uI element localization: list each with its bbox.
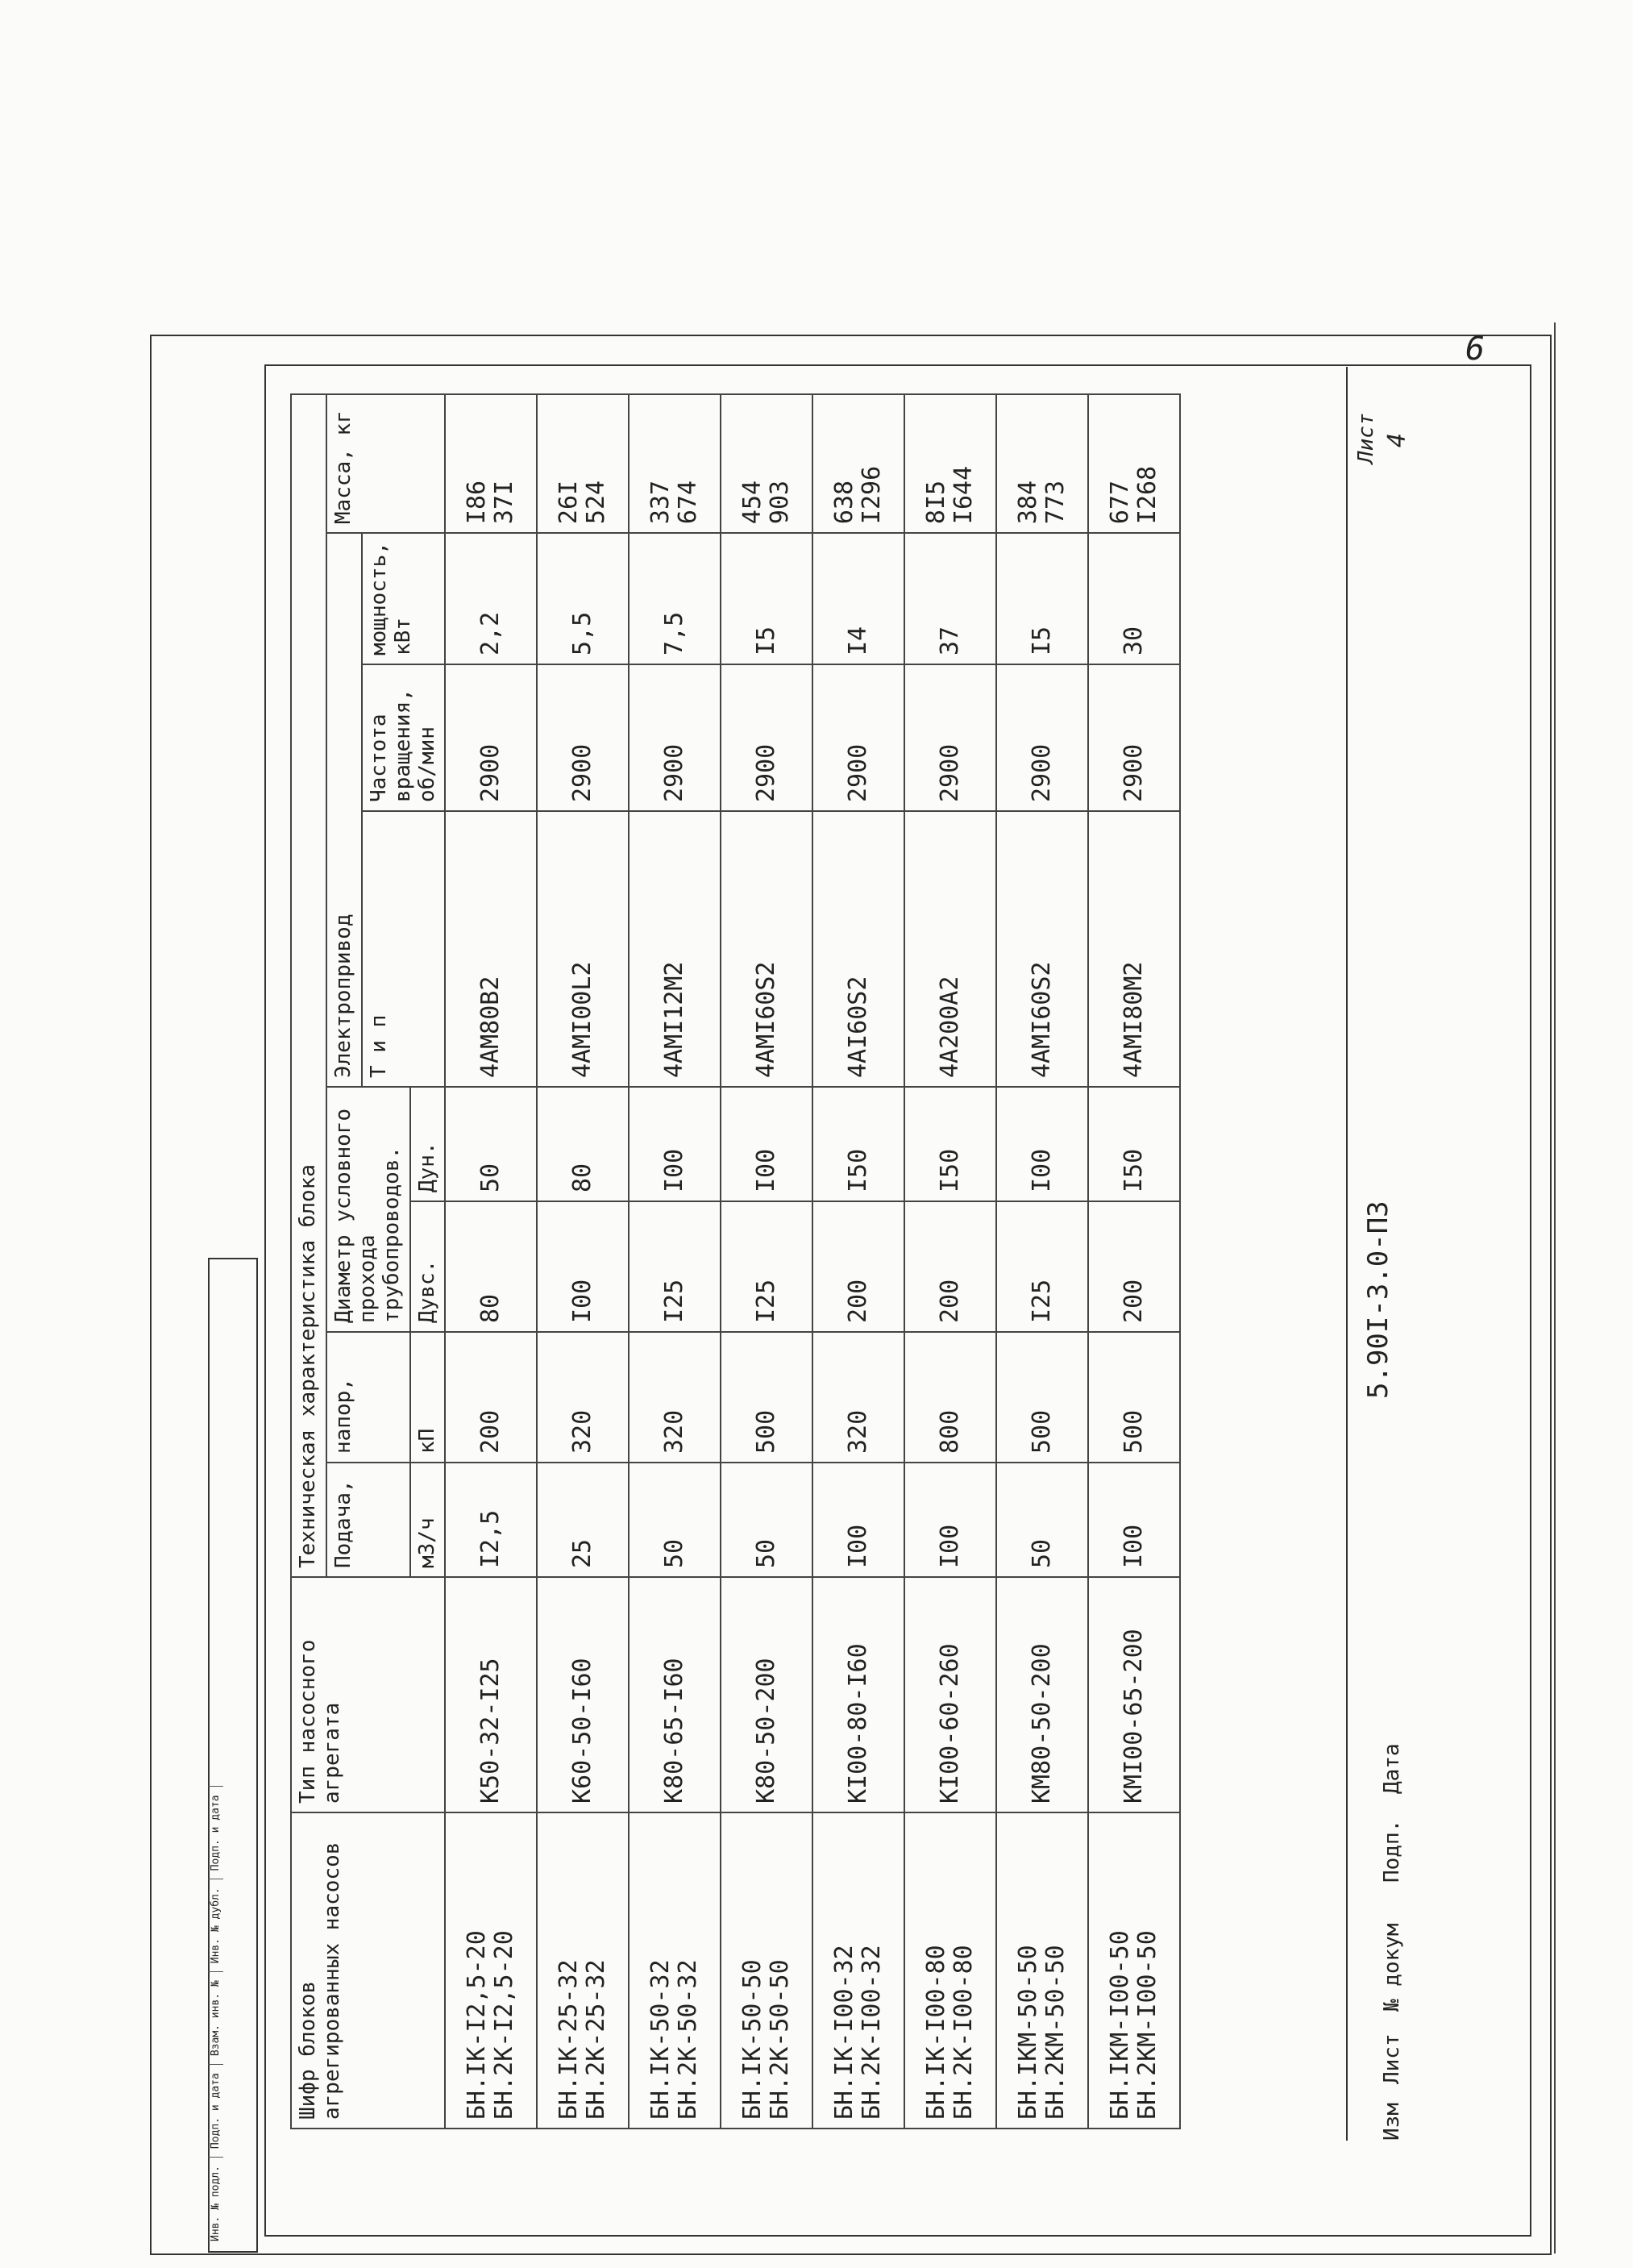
cell-shifr-value: БН.2К-50-32 [674,1959,703,2120]
cell-shifr [537,1812,629,2129]
cell-electro-type [1088,811,1180,1087]
header-title: Техническая характеристика блока [291,394,326,1577]
cell-tip-value: КМ80-50-200 [1028,1643,1057,1804]
cell-napor [1088,1332,1180,1463]
header-podacha: Подача, [326,1463,410,1577]
cell-power-value: I5 [1028,626,1057,655]
cell-napor-value: 200 [476,1409,505,1454]
cell-tip [445,1577,537,1812]
cell-electro-type [629,811,721,1087]
cell-duvs [996,1201,1088,1332]
cell-shifr-value: БН.IК-50-50 [738,1959,767,2120]
cell-tip [812,1577,904,1812]
cell-shifr-value: БН.2КМ-50-50 [1041,1945,1070,2120]
spec-table [290,393,1181,2129]
cell-duvs [537,1201,629,1332]
cell-mass [721,394,812,533]
cell-duvs-value: I25 [1028,1279,1057,1323]
cell-electro-type-value: 4АМI00L2 [568,961,597,1078]
cell-duvn [904,1087,996,1201]
cell-napor-value: 500 [1028,1409,1057,1454]
cell-shifr-value: БН.2К-I2,5-20 [490,1930,519,2120]
cell-shifr-value: БН.IК-I00-32 [829,1945,858,2120]
tb-izm: Изм [1380,2103,1404,2141]
table-row [996,394,1088,2129]
page-edge-line [1554,323,1556,2253]
cell-tip-value: К80-65-I60 [660,1658,689,1804]
cell-podacha-value: 50 [660,1538,689,1568]
cell-rpm-value: 2900 [1120,743,1149,802]
cell-rpm-value: 2900 [1028,743,1057,802]
cell-rpm-value: 2900 [568,743,597,802]
cell-podacha [996,1463,1088,1577]
stamp-inv-podl: Инв. № подл. [208,2157,223,2249]
cell-duvn-value: I50 [1120,1148,1149,1192]
cell-tip-value: К80-50-200 [752,1658,781,1804]
cell-shifr-value: БН.2К-I00-32 [858,1945,887,2120]
cell-mass-value: 8I5 [921,480,950,525]
cell-rpm [812,664,904,811]
cell-power-value: I5 [752,626,781,655]
cell-napor [996,1332,1088,1463]
cell-napor [629,1332,721,1463]
header-massa: Масса, кг [326,394,446,533]
cell-electro-type [996,811,1088,1087]
cell-tip [996,1577,1088,1812]
cell-mass-value: 903 [766,480,795,525]
cell-mass [812,394,904,533]
cell-rpm-value: 2900 [476,743,505,802]
cell-mass-value: 773 [1041,480,1070,525]
cell-napor-value: 500 [752,1409,781,1454]
cell-podacha-value: 50 [1028,1538,1057,1568]
cell-power [721,533,812,664]
cell-shifr-value: БН.IК-50-32 [646,1959,675,2120]
cell-power [1088,533,1180,664]
cell-duvs-value: 80 [476,1293,505,1323]
cell-mass-value: I644 [949,465,979,525]
cell-shifr [904,1812,996,2129]
cell-tip [721,1577,812,1812]
cell-napor-value: 500 [1120,1409,1149,1454]
cell-tip-value: КI00-60-260 [936,1643,965,1804]
cell-shifr [721,1812,812,2129]
stamp-podp-data-2: Подп. и дата [208,1786,223,1879]
cell-tip-value: К50-32-I25 [476,1658,505,1804]
cell-duvs-value: I00 [568,1279,597,1323]
cell-rpm-value: 2900 [752,743,781,802]
header-napor-unit: кП [410,1332,446,1463]
sheet-number: 4 [1383,432,1411,447]
header-moshnost: мощность, кВт [362,533,446,664]
cell-duvs [812,1201,904,1332]
cell-duvs-value: 200 [1120,1279,1149,1323]
header-chastota: Частота вращения, об/мин [362,664,446,811]
tb-podp: Подп. [1380,1819,1404,1883]
cell-podacha [629,1463,721,1577]
cell-podacha [812,1463,904,1577]
cell-duvs [1088,1201,1180,1332]
cell-duvn-value: 50 [476,1163,505,1192]
cell-duvn-value: I00 [1028,1148,1057,1192]
sheet-corner-number: 6 [1465,331,1485,368]
header-diametr: Диаметр условного прохода трубопроводов. [326,1087,410,1332]
cell-electro-type [904,811,996,1087]
table-row [1088,394,1180,2129]
header-shifr: Шифр блоков агрегированных насосов [291,1812,445,2129]
cell-shifr-value: БН.2К-I00-80 [949,1945,979,2120]
tb-data: Дата [1380,1743,1404,1794]
table-row [904,394,996,2129]
cell-podacha-value: I00 [1120,1524,1149,1568]
cell-duvs-value: 200 [844,1279,873,1323]
cell-electro-type [721,811,812,1087]
cell-mass-value: I268 [1133,465,1162,525]
cell-mass [996,394,1088,533]
tb-list: Лист [1380,2033,1404,2084]
cell-duvs [629,1201,721,1332]
cell-shifr-value: БН.2К-25-32 [582,1959,611,2120]
cell-duvn [721,1087,812,1201]
cell-duvn [1088,1087,1180,1201]
cell-mass-value: 638 [829,480,858,525]
left-stamp-strip [208,1786,223,2249]
cell-duvs [721,1201,812,1332]
cell-mass-value: 524 [582,480,611,525]
cell-napor [721,1332,812,1463]
cell-napor [812,1332,904,1463]
header-duvn: Дун. [410,1087,446,1201]
cell-podacha-value: I2,5 [476,1509,505,1568]
cell-napor [445,1332,537,1463]
table-row [537,394,629,2129]
sheet-label: Лист [1354,413,1378,464]
cell-duvn [996,1087,1088,1201]
cell-napor [904,1332,996,1463]
cell-electro-type-value: 4АМ80В2 [476,976,505,1078]
cell-power-value: 5,5 [568,611,597,655]
cell-power-value: I4 [844,626,873,655]
cell-podacha [445,1463,537,1577]
header-duvs: Дувс. [410,1201,446,1332]
header-tip: Тип насосного агрегата [291,1577,445,1812]
cell-duvn-value: I00 [752,1148,781,1192]
cell-podacha-value: I00 [936,1524,965,1568]
cell-electro-type [537,811,629,1087]
cell-shifr-value: БН.2К-50-50 [766,1959,795,2120]
cell-electro-type-value: 4АМI60S2 [1028,961,1057,1078]
cell-podacha-value: 25 [568,1538,597,1568]
cell-power [445,533,537,664]
cell-mass-value: 37I [490,480,519,525]
cell-tip-value: КМI00-65-200 [1120,1629,1149,1804]
cell-shifr [812,1812,904,2129]
cell-mass-value: 674 [674,480,703,525]
cell-mass-value: I296 [858,465,887,525]
cell-shifr [445,1812,537,2129]
cell-rpm-value: 2900 [660,743,689,802]
cell-shifr-value: БН.IК-I00-80 [921,1945,950,2120]
cell-duvn [812,1087,904,1201]
tb-ndokum: № докум [1380,1923,1404,2012]
cell-shifr-value: БН.IКМ-I00-50 [1105,1930,1134,2120]
cell-mass [629,394,721,533]
cell-podacha-value: 50 [752,1538,781,1568]
cell-electro-type-value: 4АМI12М2 [660,961,689,1078]
cell-tip-value: КI00-80-I60 [844,1643,873,1804]
table-row [721,394,812,2129]
cell-duvs-value: I25 [752,1279,781,1323]
cell-tip [904,1577,996,1812]
cell-shifr-value: БН.IК-I2,5-20 [462,1930,491,2120]
cell-shifr [996,1812,1088,2129]
cell-duvn-value: I00 [660,1148,689,1192]
cell-power [996,533,1088,664]
cell-electro-type-value: 4А200А2 [936,976,965,1078]
cell-shifr [629,1812,721,2129]
cell-power-value: 37 [936,626,965,655]
cell-mass [1088,394,1180,533]
cell-rpm-value: 2900 [936,743,965,802]
cell-duvn [445,1087,537,1201]
header-napor: напор, [326,1332,410,1463]
cell-mass [537,394,629,533]
cell-rpm [629,664,721,811]
cell-napor-value: 320 [568,1409,597,1454]
cell-podacha [537,1463,629,1577]
cell-power-value: 7,5 [660,611,689,655]
cell-mass-value: 384 [1013,480,1042,525]
rotated-content [266,367,1419,2141]
header-podacha-unit: м3/ч [410,1463,446,1577]
cell-shifr-value: БН.IКМ-50-50 [1013,1945,1042,2120]
cell-mass-value: 337 [646,480,675,525]
cell-mass-value: I86 [462,480,491,525]
cell-mass-value: 677 [1105,480,1134,525]
cell-napor-value: 320 [844,1409,873,1454]
cell-mass-value: 454 [738,480,767,525]
cell-rpm [445,664,537,811]
cell-shifr-value: БН.2КМ-I00-50 [1133,1930,1162,2120]
cell-rpm [1088,664,1180,811]
cell-duvn-value: I50 [844,1148,873,1192]
cell-mass [904,394,996,533]
cell-tip-value: К60-50-I60 [568,1658,597,1804]
cell-shifr-value: БН.IК-25-32 [554,1959,583,2120]
cell-electro-type-value: 4АМI80М2 [1120,961,1149,1078]
cell-duvn-value: I50 [936,1148,965,1192]
cell-rpm [721,664,812,811]
title-block [1346,367,1412,2141]
cell-electro-type [445,811,537,1087]
cell-napor [537,1332,629,1463]
cell-podacha [904,1463,996,1577]
table-row [629,394,721,2129]
cell-duvs [904,1201,996,1332]
cell-electro-type-value: 4АМI60S2 [752,961,781,1078]
stamp-inv-dubl: Инв. № дубл. [208,1879,223,1971]
cell-power [904,533,996,664]
cell-duvn [629,1087,721,1201]
document-number: 5.90I-3.0-ПЗ [1362,1201,1394,1399]
header-tip-el: Т и п [362,811,446,1087]
cell-rpm-value: 2900 [844,743,873,802]
cell-rpm [904,664,996,811]
cell-mass [445,394,537,533]
stamp-vzam-inv: Взам. инв. № [208,1971,223,2064]
cell-tip [1088,1577,1180,1812]
cell-duvn [537,1087,629,1201]
cell-power-value: 2,2 [476,611,505,655]
cell-duvs [445,1201,537,1332]
cell-electro-type [812,811,904,1087]
table-row [445,394,537,2129]
cell-rpm [537,664,629,811]
cell-duvs-value: I25 [660,1279,689,1323]
cell-rpm [996,664,1088,811]
cell-duvn-value: 80 [568,1163,597,1192]
cell-power [537,533,629,664]
header-electro: Электропривод [326,533,362,1087]
cell-tip [537,1577,629,1812]
cell-podacha-value: I00 [844,1524,873,1568]
cell-podacha [721,1463,812,1577]
cell-duvs-value: 200 [936,1279,965,1323]
cell-mass-value: 26I [554,480,583,525]
cell-power-value: 30 [1120,626,1149,655]
cell-power [629,533,721,664]
cell-tip [629,1577,721,1812]
cell-power [812,533,904,664]
stamp-podp-data-1: Подп. и дата [208,2064,223,2157]
cell-podacha [1088,1463,1180,1577]
cell-electro-type-value: 4АI60S2 [844,976,873,1078]
cell-shifr [1088,1812,1180,2129]
table-row [812,394,904,2129]
cell-napor-value: 800 [936,1409,965,1454]
cell-napor-value: 320 [660,1409,689,1454]
